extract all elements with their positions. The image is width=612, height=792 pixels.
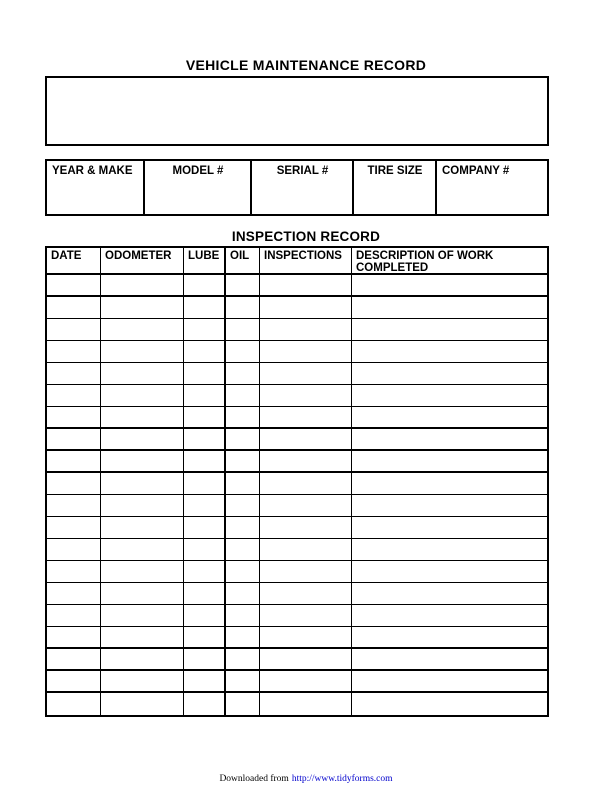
table-cell — [101, 583, 184, 604]
page-title: VEHICLE MAINTENANCE RECORD — [185, 57, 427, 73]
table-cell — [352, 407, 547, 427]
table-cell — [47, 495, 101, 516]
table-cell — [47, 407, 101, 427]
table-cell — [184, 429, 226, 449]
table-cell — [226, 605, 260, 626]
table-cell — [260, 385, 352, 406]
table-row — [47, 627, 547, 649]
table-row — [47, 451, 547, 473]
table-cell — [352, 649, 547, 669]
table-cell — [184, 275, 226, 295]
table-cell — [47, 385, 101, 406]
table-cell — [47, 275, 101, 295]
table-row — [47, 539, 547, 561]
table-row — [47, 649, 547, 671]
table-cell — [260, 627, 352, 647]
table-cell — [352, 341, 547, 362]
vehicle-info-header-tire-size: TIRE SIZE — [367, 165, 423, 177]
table-cell — [101, 517, 184, 538]
table-cell — [352, 495, 547, 516]
table-cell — [226, 495, 260, 516]
table-cell — [47, 561, 101, 582]
table-row — [47, 517, 547, 539]
table-cell — [47, 341, 101, 362]
table-cell — [47, 583, 101, 604]
table-cell — [184, 649, 226, 669]
table-cell — [352, 561, 547, 582]
table-cell — [352, 297, 547, 318]
table-cell — [352, 517, 547, 538]
vehicle-info-header-model: MODEL # — [172, 165, 224, 177]
table-cell — [260, 605, 352, 626]
table-cell — [226, 517, 260, 538]
table-cell — [47, 473, 101, 494]
table-cell — [260, 561, 352, 582]
table-cell — [352, 363, 547, 384]
table-cell — [47, 649, 101, 669]
vehicle-info-cell-model — [145, 161, 252, 214]
table-cell — [260, 473, 352, 494]
table-cell — [184, 539, 226, 560]
table-row — [47, 275, 547, 297]
table-cell — [184, 297, 226, 318]
footer-text: Downloaded from — [219, 774, 289, 784]
table-cell — [184, 473, 226, 494]
table-cell — [226, 649, 260, 669]
table-cell — [260, 363, 352, 384]
table-cell — [226, 561, 260, 582]
table-cell — [260, 319, 352, 340]
table-cell — [226, 319, 260, 340]
table-row — [47, 407, 547, 429]
inspection-record-table — [45, 246, 549, 717]
table-cell — [260, 583, 352, 604]
table-cell — [47, 363, 101, 384]
table-cell — [184, 671, 226, 691]
table-cell — [260, 341, 352, 362]
vehicle-info-header-year-make: YEAR & MAKE — [52, 165, 133, 177]
table-cell — [260, 539, 352, 560]
table-cell — [101, 495, 184, 516]
table-cell — [101, 363, 184, 384]
table-cell — [101, 473, 184, 494]
inspection-header-description: DESCRIPTION OF WORK COMPLETED — [356, 250, 494, 273]
table-cell — [260, 407, 352, 427]
table-cell — [352, 275, 547, 295]
table-cell — [260, 517, 352, 538]
table-cell — [184, 319, 226, 340]
table-cell — [101, 385, 184, 406]
footer — [0, 774, 612, 784]
table-cell — [260, 649, 352, 669]
table-row — [47, 495, 547, 517]
vehicle-info-header-serial: SERIAL # — [276, 165, 329, 177]
table-cell — [184, 451, 226, 471]
table-cell — [260, 429, 352, 449]
vehicle-notes-box — [45, 76, 549, 146]
table-cell — [226, 385, 260, 406]
table-cell — [226, 627, 260, 647]
footer-link[interactable]: http://www.tidyforms.com — [291, 774, 393, 784]
table-row — [47, 363, 547, 385]
table-cell — [352, 539, 547, 560]
section-title: INSPECTION RECORD — [231, 229, 381, 244]
table-cell — [47, 297, 101, 318]
table-cell — [226, 451, 260, 471]
table-cell — [352, 473, 547, 494]
table-cell — [260, 275, 352, 295]
table-cell — [47, 517, 101, 538]
vehicle-info-cell-tire-size — [354, 161, 437, 214]
vehicle-info-table — [45, 159, 549, 216]
table-cell — [101, 671, 184, 691]
table-cell — [101, 605, 184, 626]
table-cell — [226, 539, 260, 560]
vehicle-info-cell-year-make — [47, 161, 145, 214]
vehicle-info-cell-serial — [252, 161, 354, 214]
table-cell — [101, 319, 184, 340]
table-cell — [47, 693, 101, 715]
table-cell — [101, 539, 184, 560]
inspection-header-oil: OIL — [226, 248, 260, 273]
table-cell — [184, 341, 226, 362]
table-cell — [101, 297, 184, 318]
table-cell — [260, 451, 352, 471]
table-cell — [226, 363, 260, 384]
table-cell — [101, 649, 184, 669]
table-cell — [184, 495, 226, 516]
inspection-table-header-row — [47, 248, 547, 275]
table-cell — [226, 671, 260, 691]
table-cell — [352, 319, 547, 340]
table-cell — [101, 693, 184, 715]
table-cell — [226, 297, 260, 318]
table-cell — [226, 473, 260, 494]
table-cell — [352, 671, 547, 691]
table-row — [47, 671, 547, 693]
table-row — [47, 385, 547, 407]
inspection-header-date: DATE — [47, 248, 101, 273]
inspection-table-body — [47, 275, 547, 715]
table-cell — [226, 275, 260, 295]
table-row — [47, 693, 547, 715]
table-row — [47, 605, 547, 627]
table-row — [47, 319, 547, 341]
table-cell — [184, 407, 226, 427]
table-cell — [352, 583, 547, 604]
table-cell — [101, 341, 184, 362]
table-cell — [101, 627, 184, 647]
table-cell — [184, 561, 226, 582]
table-cell — [260, 495, 352, 516]
table-cell — [226, 429, 260, 449]
table-row — [47, 561, 547, 583]
table-cell — [260, 693, 352, 715]
table-cell — [260, 297, 352, 318]
table-cell — [352, 693, 547, 715]
table-cell — [352, 451, 547, 471]
table-cell — [226, 583, 260, 604]
table-cell — [101, 429, 184, 449]
inspection-header-odometer: ODOMETER — [101, 248, 184, 273]
table-cell — [184, 385, 226, 406]
table-row — [47, 583, 547, 605]
table-cell — [226, 407, 260, 427]
vehicle-info-cell-company — [437, 161, 547, 214]
table-cell — [47, 539, 101, 560]
table-row — [47, 297, 547, 319]
table-cell — [184, 605, 226, 626]
table-cell — [184, 517, 226, 538]
table-cell — [47, 605, 101, 626]
table-cell — [47, 671, 101, 691]
table-cell — [101, 451, 184, 471]
table-cell — [352, 429, 547, 449]
table-cell — [47, 451, 101, 471]
table-cell — [184, 583, 226, 604]
vehicle-info-header-company: COMPANY # — [442, 165, 510, 177]
table-cell — [352, 605, 547, 626]
table-cell — [352, 627, 547, 647]
table-cell — [101, 275, 184, 295]
table-cell — [184, 363, 226, 384]
table-cell — [260, 671, 352, 691]
table-cell — [226, 693, 260, 715]
table-row — [47, 341, 547, 363]
table-cell — [226, 341, 260, 362]
table-row — [47, 473, 547, 495]
table-cell — [47, 429, 101, 449]
table-cell — [184, 627, 226, 647]
table-cell — [352, 385, 547, 406]
table-cell — [184, 693, 226, 715]
table-row — [47, 429, 547, 451]
inspection-header-inspections: INSPECTIONS — [260, 248, 352, 273]
table-cell — [47, 319, 101, 340]
table-cell — [101, 561, 184, 582]
inspection-header-lube: LUBE — [184, 248, 226, 273]
table-cell — [47, 627, 101, 647]
table-cell — [101, 407, 184, 427]
